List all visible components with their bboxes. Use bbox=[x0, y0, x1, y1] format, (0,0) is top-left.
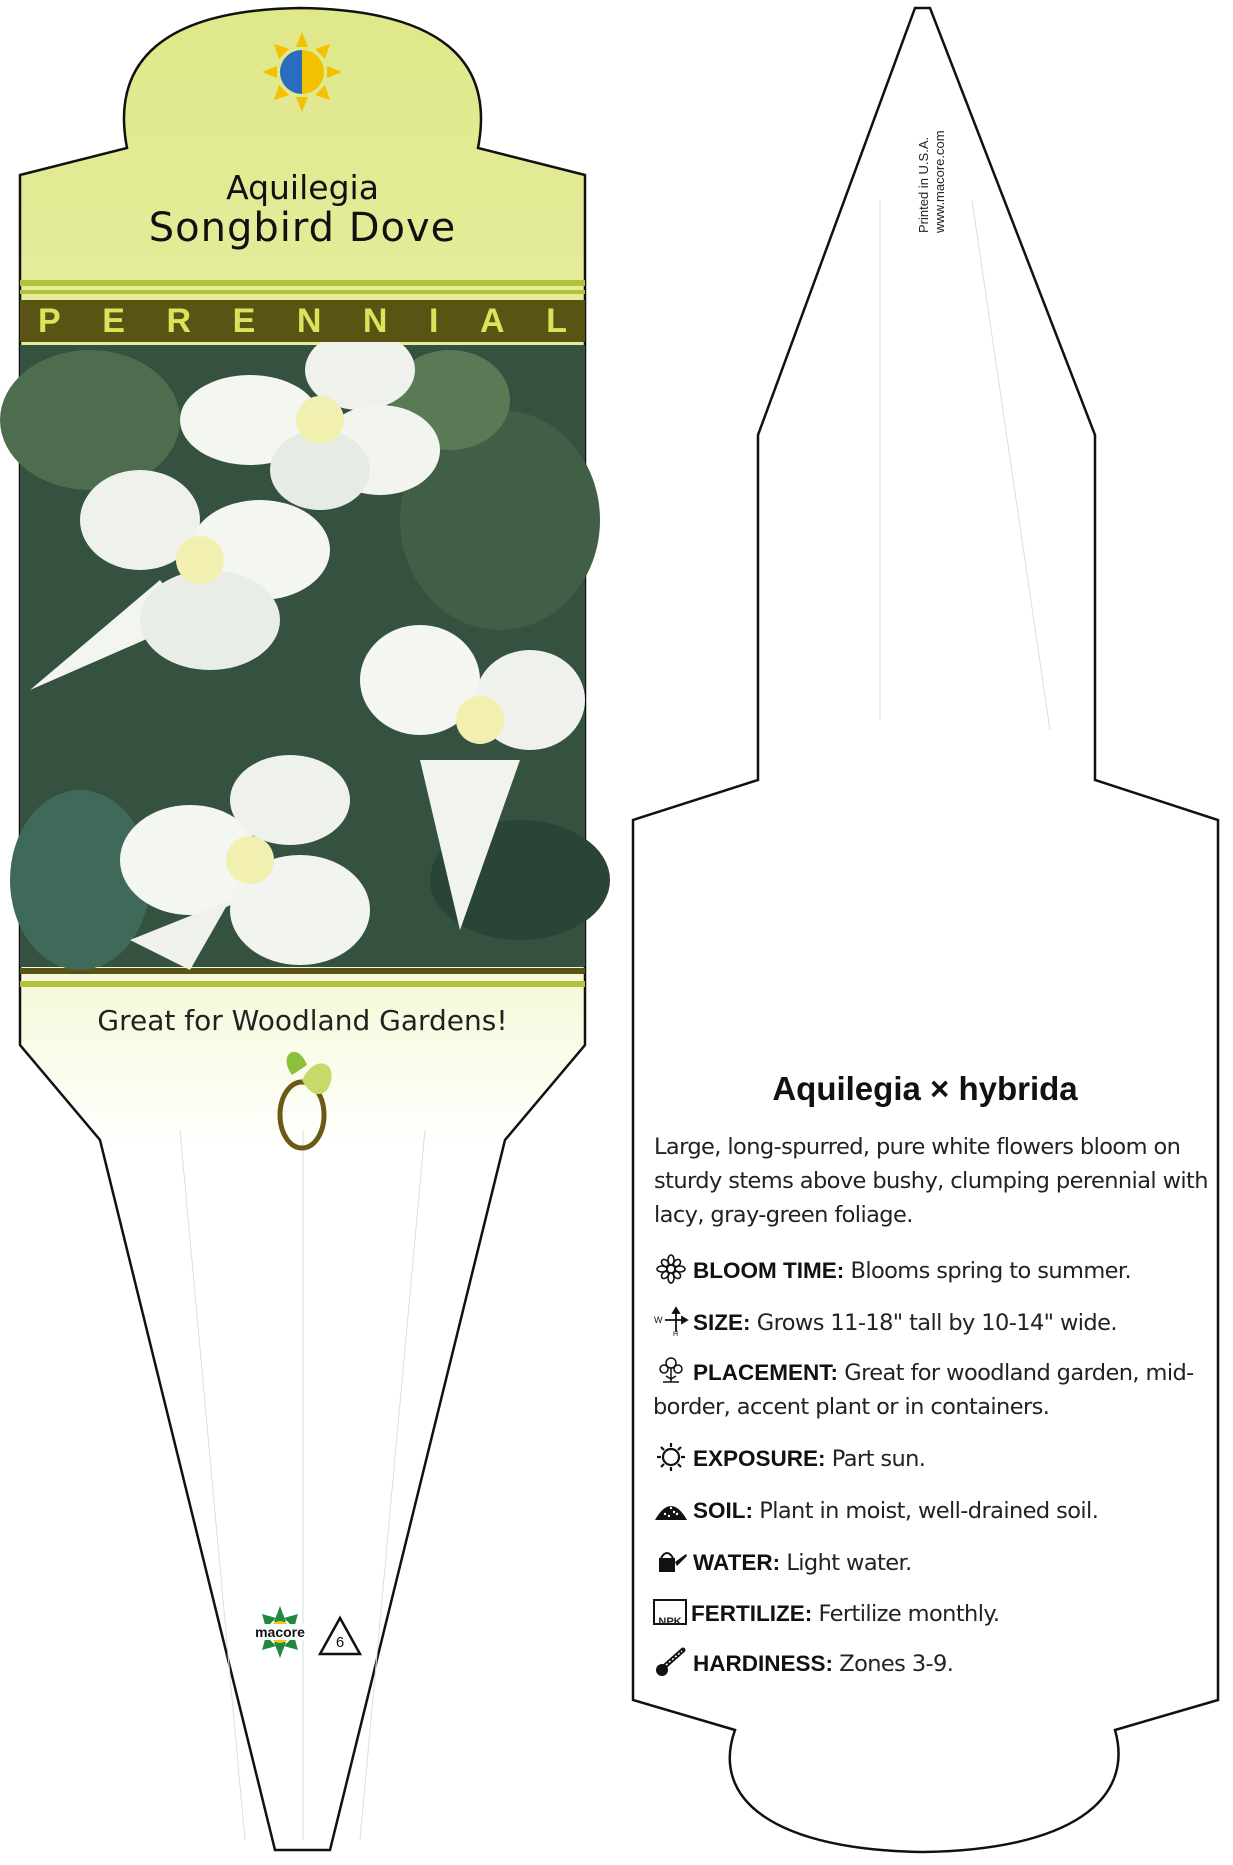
printed-in: Printed in U.S.A. bbox=[916, 136, 931, 233]
placement-plant-icon bbox=[653, 1356, 689, 1386]
npk-icon bbox=[653, 1599, 687, 1628]
svg-text:W: W bbox=[654, 1315, 662, 1325]
attribute-label: PLACEMENT: bbox=[693, 1360, 845, 1385]
attribute-label: SIZE: bbox=[693, 1310, 757, 1335]
attribute-row bbox=[653, 1254, 1223, 1288]
website: www.macore.com bbox=[932, 130, 947, 233]
attribute-label: SOIL: bbox=[693, 1498, 760, 1523]
plant-cultivar: Songbird Dove bbox=[148, 205, 457, 251]
attribute-text: Light water. bbox=[786, 1550, 912, 1576]
attribute-text: Plant in moist, well-drained soil. bbox=[759, 1498, 1099, 1524]
attribute-text: Grows 11-18" tall by 10-14" wide. bbox=[756, 1310, 1117, 1336]
thermometer-icon bbox=[653, 1647, 689, 1677]
botanical-name: Aquilegia × hybrida bbox=[772, 1070, 1078, 1107]
plant-genus: Aquilegia bbox=[226, 168, 379, 207]
banner-letter: N bbox=[296, 301, 322, 340]
attribute-row bbox=[653, 1356, 1223, 1424]
banner-letter: P bbox=[38, 301, 61, 340]
npk-label: NPK bbox=[658, 1616, 682, 1628]
watering-can-icon bbox=[653, 1546, 689, 1576]
plant-photo bbox=[0, 330, 610, 970]
attribute-row bbox=[653, 1306, 1223, 1340]
part-sun-icon bbox=[262, 32, 342, 112]
size-arrows-icon bbox=[653, 1306, 689, 1336]
banner-letter: N bbox=[362, 301, 388, 340]
attribute-text: Great for woodland garden, mid-border, accent plant or in containers. bbox=[653, 1360, 1194, 1420]
attribute-text: Blooms spring to summer. bbox=[850, 1258, 1132, 1284]
attribute-row bbox=[653, 1597, 1223, 1631]
banner-letter: E bbox=[232, 301, 256, 340]
banner-letter: I bbox=[429, 301, 439, 340]
attribute-row bbox=[653, 1494, 1223, 1528]
recycle-number: 6 bbox=[335, 1634, 345, 1651]
tagline: Great for Woodland Gardens! bbox=[97, 1004, 508, 1037]
category-banner bbox=[20, 300, 585, 342]
attribute-label: EXPOSURE: bbox=[693, 1446, 832, 1471]
attribute-row bbox=[653, 1647, 1223, 1681]
attribute-label: HARDINESS: bbox=[693, 1651, 840, 1676]
svg-text:H: H bbox=[673, 1331, 678, 1336]
attribute-label: FERTILIZE: bbox=[691, 1601, 819, 1626]
attribute-text: Fertilize monthly. bbox=[818, 1601, 1000, 1627]
attribute-label: WATER: bbox=[693, 1550, 787, 1575]
attribute-row bbox=[653, 1546, 1223, 1580]
banner-letter: L bbox=[546, 301, 567, 340]
macore-logo-text: macore bbox=[255, 1624, 305, 1640]
attribute-text: Part sun. bbox=[831, 1446, 926, 1472]
banner-letter: A bbox=[480, 301, 505, 340]
attribute-row bbox=[653, 1442, 1223, 1476]
description: Large, long-spurred, pure white flowers bloom on sturdy stems above bushy, clumping perennial with lacy, gray-green foliage. bbox=[654, 1134, 1208, 1228]
soil-pile-icon bbox=[653, 1494, 689, 1524]
sun-outline-icon bbox=[653, 1442, 689, 1472]
banner-letter: E bbox=[102, 301, 125, 340]
flower-icon bbox=[653, 1254, 689, 1284]
printed-info bbox=[916, 95, 946, 235]
attribute-label: BLOOM TIME: bbox=[693, 1258, 851, 1283]
banner-letter: R bbox=[166, 301, 192, 340]
attribute-text: Zones 3-9. bbox=[839, 1651, 954, 1677]
